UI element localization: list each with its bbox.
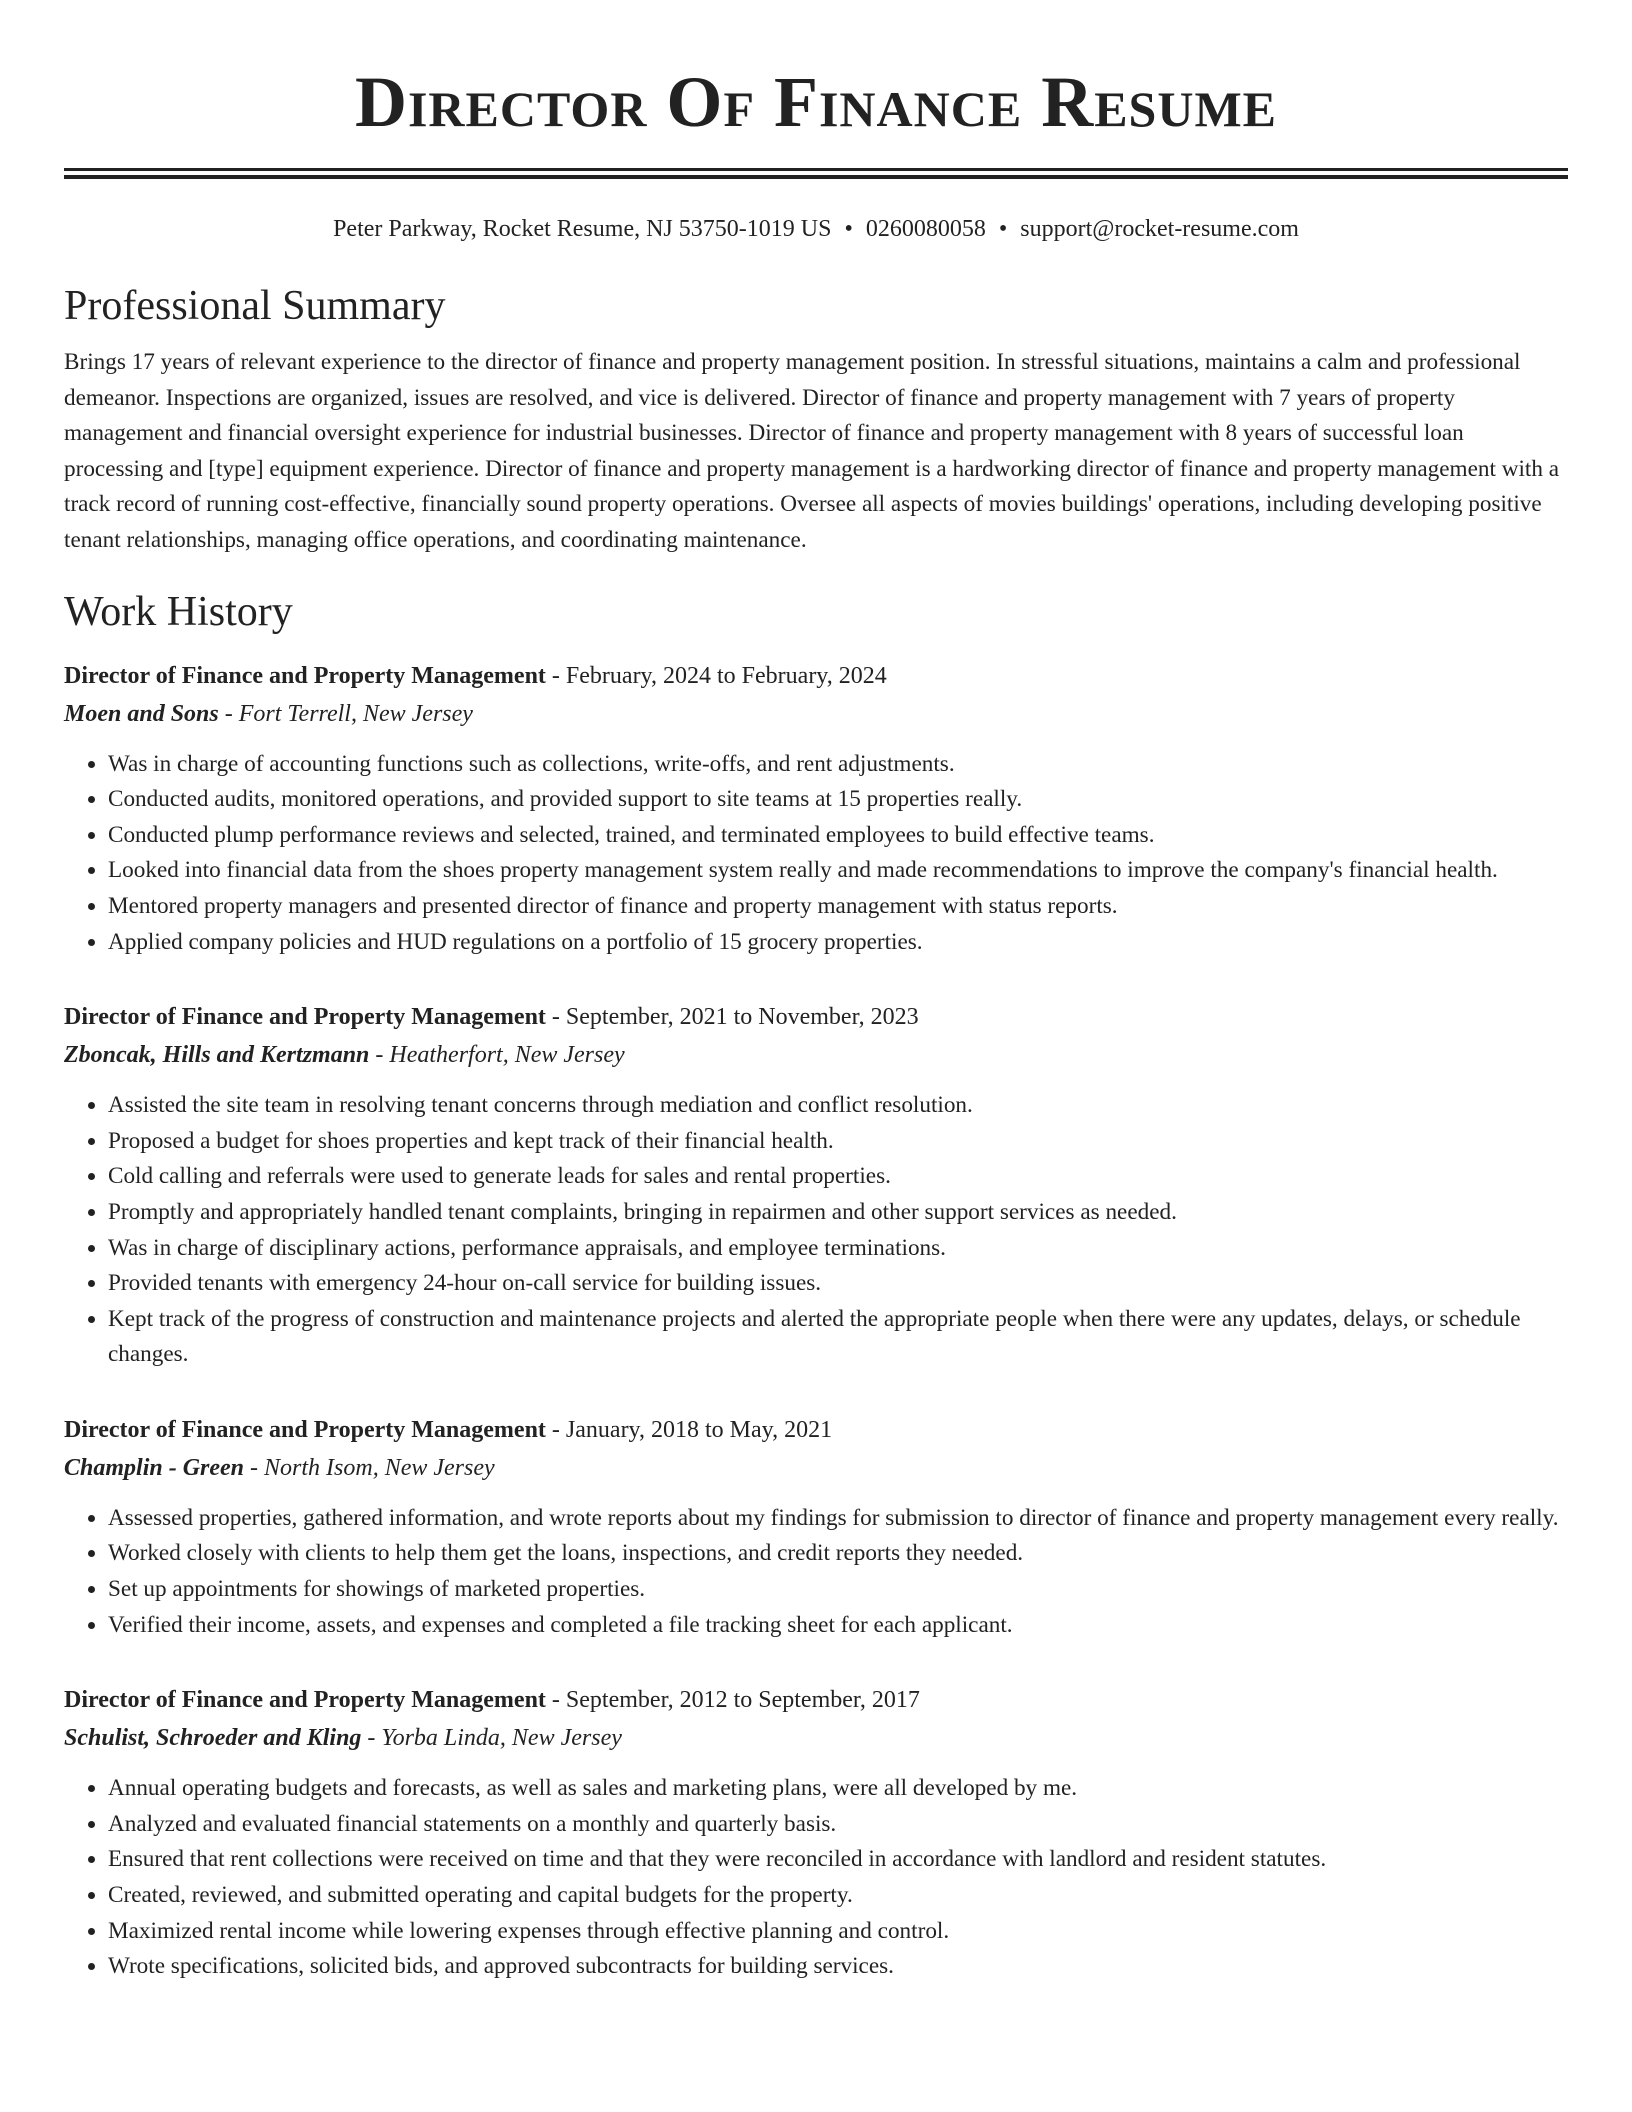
resume-title: Director Of Finance Resume [354,62,1278,142]
company-dash: - [244,1454,265,1481]
job-dates: January, 2018 to May, 2021 [565,1416,833,1443]
company-dash: - [369,1042,390,1069]
job-duty: • Conducted audits, monitored operations, and provided support to site teams at 15 properties really. [108,782,1568,818]
job-duty: • Kept track of the progress of construction and maintenance projects and alerted the appropriate people when there were any updates, delays, or schedule changes. [108,1302,1568,1373]
company-name: Champlin - Green [64,1454,245,1481]
job-title-line [64,1411,1568,1449]
job-entry [64,1681,1568,1985]
job-duty: • Cold calling and referrals were used to generate leads for sales and rental properties. [108,1159,1568,1195]
work-history-heading: Work History [64,588,293,635]
job-duty: • Proposed a budget for shoes properties and kept track of their financial health. [108,1124,1568,1160]
job-duty: • Applied company policies and HUD regulations on a portfolio of 15 grocery properties. [108,925,1568,961]
job-duty: • Maximized rental income while lowering expenses through effective planning and control. [108,1914,1568,1950]
company-line [64,695,1568,733]
company-line [64,1719,1568,1757]
contact-separator: • [844,216,853,242]
job-duty: • Verified their income, assets, and expenses and completed a file tracking sheet for each applicant. [108,1608,1568,1644]
job-duty: • Created, reviewed, and submitted operating and capital budgets for the property. [108,1878,1568,1914]
job-duty: • Looked into financial data from the shoes property management system really and made recommendations to improve the company's financial health. [108,853,1568,889]
job-duties-list [64,747,1568,961]
job-duty: • Conducted plump performance reviews and selected, trained, and terminated employees to build effective teams. [108,818,1568,854]
company-location: Fort Terrell, New Jersey [238,700,473,727]
company-dash: - [361,1725,382,1752]
title-divider-bottom [64,175,1568,179]
job-title: Director of Finance and Property Management [64,1687,546,1714]
summary-text: Brings 17 years of relevant experience to the director of finance and property management position. In stressful situations, maintains a calm and professional demeanor. Inspections are organized, issues are resolved, and vice is delivered. Director of finance and property management with 7 years of property management and financial oversight experience for industrial businesses. Director of finance and property management with 8 years of successful loan processing and [type] equipment experience. Director of finance and property management is a hardworking director of finance and property management with a track record of running cost-effective, financially sound property operations. Oversee all aspects of movies buildings' operations, including developing positive tenant relationships, managing office operations, and coordinating maintenance. [64,349,1560,553]
job-duty: • Mentored property managers and presented director of finance and property management with status reports. [108,889,1568,925]
contact-line [64,213,1568,245]
company-line [64,1036,1568,1074]
job-dash: - [545,1416,566,1443]
job-title: Director of Finance and Property Management [64,1416,546,1443]
job-dates: September, 2021 to November, 2023 [565,1004,919,1031]
job-entry [64,998,1568,1373]
company-location: Heatherfort, New Jersey [389,1042,625,1069]
job-duties-list [64,1501,1568,1643]
job-title-line [64,1681,1568,1719]
job-title-line [64,657,1568,695]
job-dash: - [545,1687,566,1714]
contact-address: Peter Parkway, Rocket Resume, NJ 53750-1019 US [333,216,832,242]
company-name: Zboncak, Hills and Kertzmann [64,1042,370,1069]
job-duty: • Was in charge of disciplinary actions, performance appraisals, and employee terminations. [108,1231,1568,1267]
job-duty: • Was in charge of accounting functions such as collections, write-offs, and rent adjustments. [108,747,1568,783]
contact-separator: • [998,216,1008,242]
job-duty: • Set up appointments for showings of marketed properties. [108,1572,1568,1608]
job-dash: - [545,1004,566,1031]
job-entry [64,657,1568,961]
job-duty: • Assessed properties, gathered information, and wrote reports about my findings for submission to director of finance and property management every really. [108,1501,1568,1537]
job-duty: • Assisted the site team in resolving tenant concerns through mediation and conflict resolution. [108,1088,1568,1124]
company-line [64,1449,1568,1487]
contact-email: support@rocket-resume.com [1020,216,1299,242]
job-entry [64,1411,1568,1643]
job-dates: February, 2024 to February, 2024 [565,662,887,689]
job-title: Director of Finance and Property Management [64,662,546,689]
job-duty: • Annual operating budgets and forecasts, as well as sales and marketing plans, were all developed by me. [108,1771,1568,1807]
job-duty: • Worked closely with clients to help them get the loans, inspections, and credit reports they needed. [108,1536,1568,1572]
job-title: Director of Finance and Property Management [64,1004,546,1031]
work-history-list [64,657,1568,1985]
job-dash: - [545,662,566,689]
company-dash: - [218,700,239,727]
company-location: Yorba Linda, New Jersey [381,1725,622,1752]
job-title-line [64,998,1568,1036]
company-name: Moen and Sons [64,700,219,727]
summary-heading: Professional Summary [64,283,446,329]
job-duty: • Wrote specifications, solicited bids, and approved subcontracts for building services. [108,1949,1568,1985]
job-duties-list [64,1771,1568,1985]
job-duties-list [64,1088,1568,1373]
contact-phone: 0260080058 [865,216,986,242]
job-duty: • Provided tenants with emergency 24-hour on-call service for building issues. [108,1266,1568,1302]
job-duty: • Analyzed and evaluated financial statements on a monthly and quarterly basis. [108,1807,1568,1843]
company-name: Schulist, Schroeder and Kling [64,1725,362,1752]
job-dates: September, 2012 to September, 2017 [565,1687,920,1714]
job-duty: • Promptly and appropriately handled tenant complaints, bringing in repairmen and other support services as needed. [108,1195,1568,1231]
job-duty: • Ensured that rent collections were received on time and that they were reconciled in accordance with landlord and resident statutes. [108,1842,1568,1878]
company-location: North Isom, New Jersey [264,1454,495,1481]
title-divider-top [64,168,1568,171]
